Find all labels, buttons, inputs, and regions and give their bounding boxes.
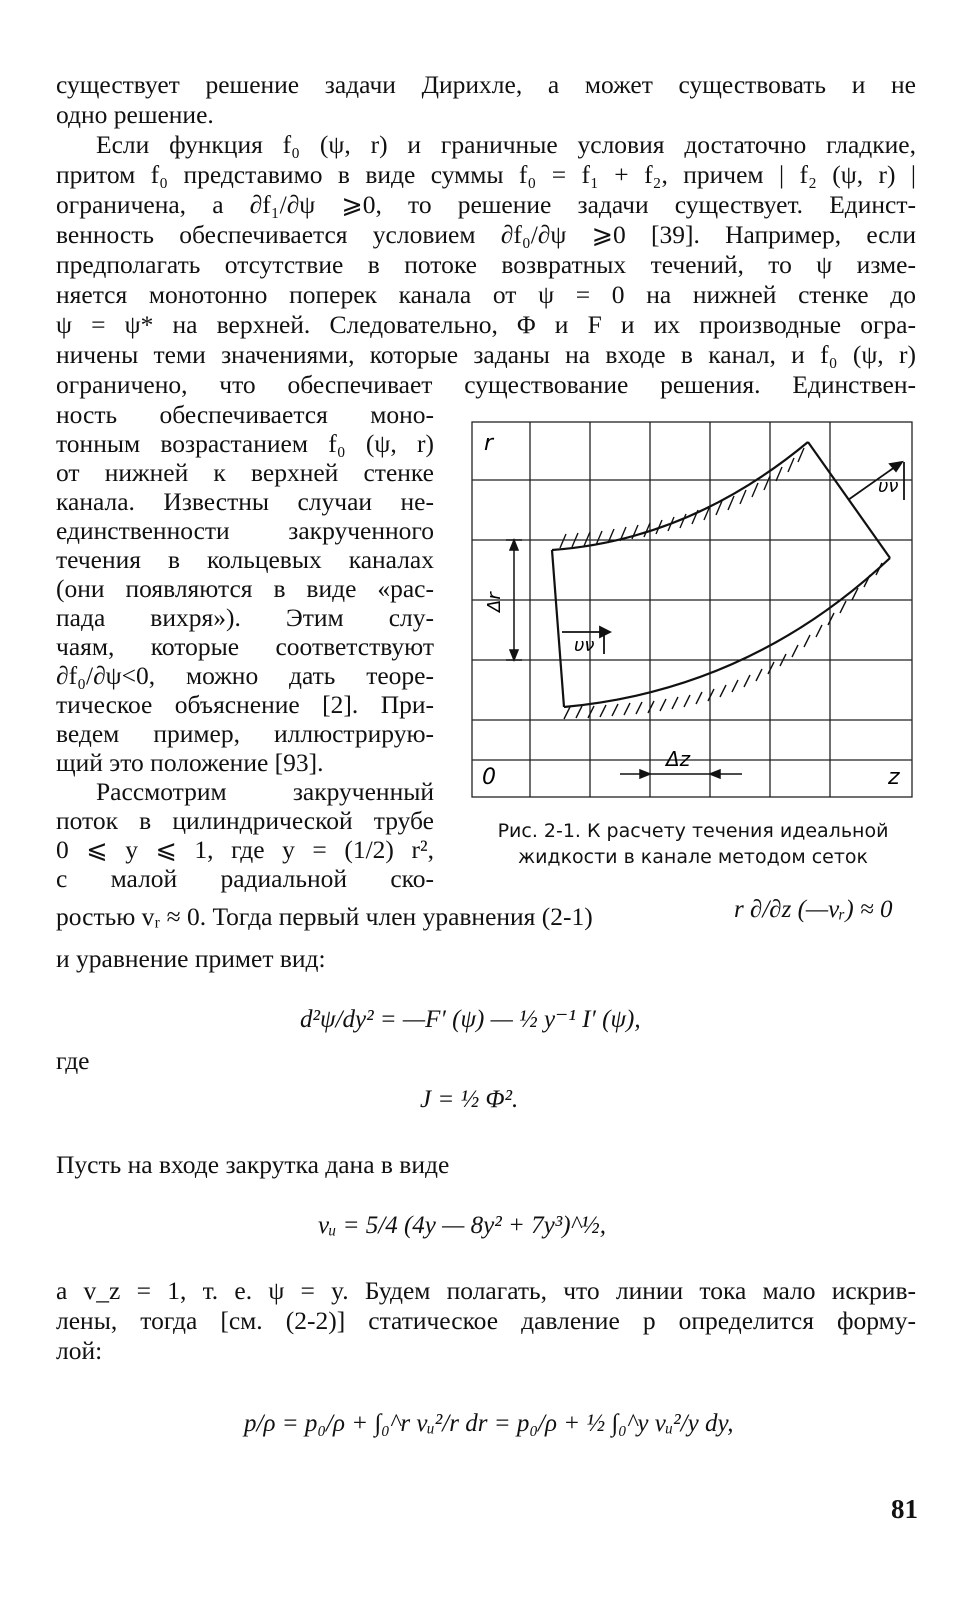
column-line: (они появляются в виде «рас-	[56, 574, 434, 603]
column-line: течения в кольцевых каналах	[56, 545, 434, 574]
column-line: тонным возрастанием f₀ (ψ, r)	[56, 429, 434, 458]
dz-label: Δz	[666, 747, 691, 771]
column-line: тическое объяснение [2]. При-	[56, 690, 434, 719]
text-line: ψ = ψ* на верхней. Следовательно, Φ и F и их производные огра-	[56, 310, 916, 339]
text-line: лены, тогда [см. (2-2)] статическое давление p определится форму-	[56, 1306, 916, 1335]
column-line: единственности закрученного	[56, 516, 434, 545]
text-line: ограничено, что обеспечивает существование решения. Единствен-	[56, 370, 916, 399]
inlet-velocity-label: υν	[574, 635, 595, 656]
text-line: одно решение.	[56, 100, 214, 129]
paragraph-start: Если функция f₀ (ψ, r) и граничные условия достаточно гладкие,	[96, 130, 916, 159]
origin-label: 0	[482, 765, 496, 790]
text-line: ничены теми значениями, которые заданы на входе в канал, и f₀ (ψ, r)	[56, 340, 916, 369]
text-line: Пусть на входе закрутка дана в виде	[56, 1150, 450, 1179]
text-line: ограничена, а ∂f₁/∂ψ ⩾0, то решение задачи существует. Единст-	[56, 190, 916, 219]
text-line: венность обеспечивается условием ∂f₀/∂ψ ⩾0 [39]. Например, если	[56, 220, 916, 249]
column-line: щий это положение [93].	[56, 748, 324, 777]
axis-label-r: r	[484, 431, 494, 456]
equation-1: d²ψ/dy² = —F′ (ψ) — ½ y⁻¹ I′ (ψ),	[300, 1006, 641, 1033]
column-line: Рассмотрим закрученный	[96, 777, 434, 806]
column-line: от нижней к верхней стенке	[56, 458, 434, 487]
text-line: и уравнение примет вид:	[56, 944, 326, 973]
column-line: чаям, которые соответствуют	[56, 632, 434, 661]
text-line: предполагать отсутствие в потоке возвратных течений, то ψ изме-	[56, 250, 916, 279]
text-line: притом f₀ представимо в виде суммы f₀ = f₁ + f₂, причем | f₂ (ψ, r) |	[56, 160, 916, 189]
column-line: с малой радиальной ско-	[56, 864, 434, 893]
dr-label: Δr	[484, 592, 505, 612]
column-line: ность обеспечивается моно-	[56, 400, 434, 429]
outlet-velocity-label: υν	[878, 476, 899, 497]
text-line: ростью vᵣ ≈ 0. Тогда первый член уравнения (2-1)	[56, 902, 593, 931]
column-line: канала. Известны случаи не-	[56, 487, 434, 516]
page-number: 81	[891, 1494, 918, 1524]
figure-grid-channel	[470, 420, 916, 802]
equation-4: p/ρ = p₀/ρ + ∫₀^r vᵤ²/r dr = p₀/ρ + ½ ∫₀^y vᵤ²/y dy,	[244, 1410, 734, 1437]
inline-equation: r ∂/∂z (—vᵣ) ≈ 0	[734, 896, 893, 923]
equation-2: J = ½ Φ².	[420, 1086, 519, 1113]
text-line: няется монотонно поперек канала от ψ = 0 на нижней стенке до	[56, 280, 916, 309]
equation-3: vᵤ = 5/4 (4y — 8y² + 7y³)^½,	[318, 1212, 607, 1239]
axis-label-z: z	[888, 765, 900, 790]
text-line: существует решение задачи Дирихле, а может существовать и не	[56, 70, 916, 99]
column-line: пада вихря»). Этим слу-	[56, 603, 434, 632]
text-line: а v_z = 1, т. е. ψ = y. Будем полагать, что линии тока мало искрив-	[56, 1276, 916, 1305]
column-line: поток в цилиндрической трубе	[56, 806, 434, 835]
figure-caption: жидкости в канале методом сеток	[517, 846, 869, 868]
figure-caption: Рис. 2-1. К расчету течения идеальной	[497, 820, 889, 842]
column-line: ведем пример, иллюстрирую-	[56, 719, 434, 748]
column-line: 0 ⩽ y ⩽ 1, где y = (1/2) r²,	[56, 835, 434, 864]
column-line: ∂f₀/∂ψ<0, можно дать теоре-	[56, 661, 434, 690]
text-line: лой:	[56, 1336, 103, 1365]
text-line: где	[56, 1046, 90, 1075]
